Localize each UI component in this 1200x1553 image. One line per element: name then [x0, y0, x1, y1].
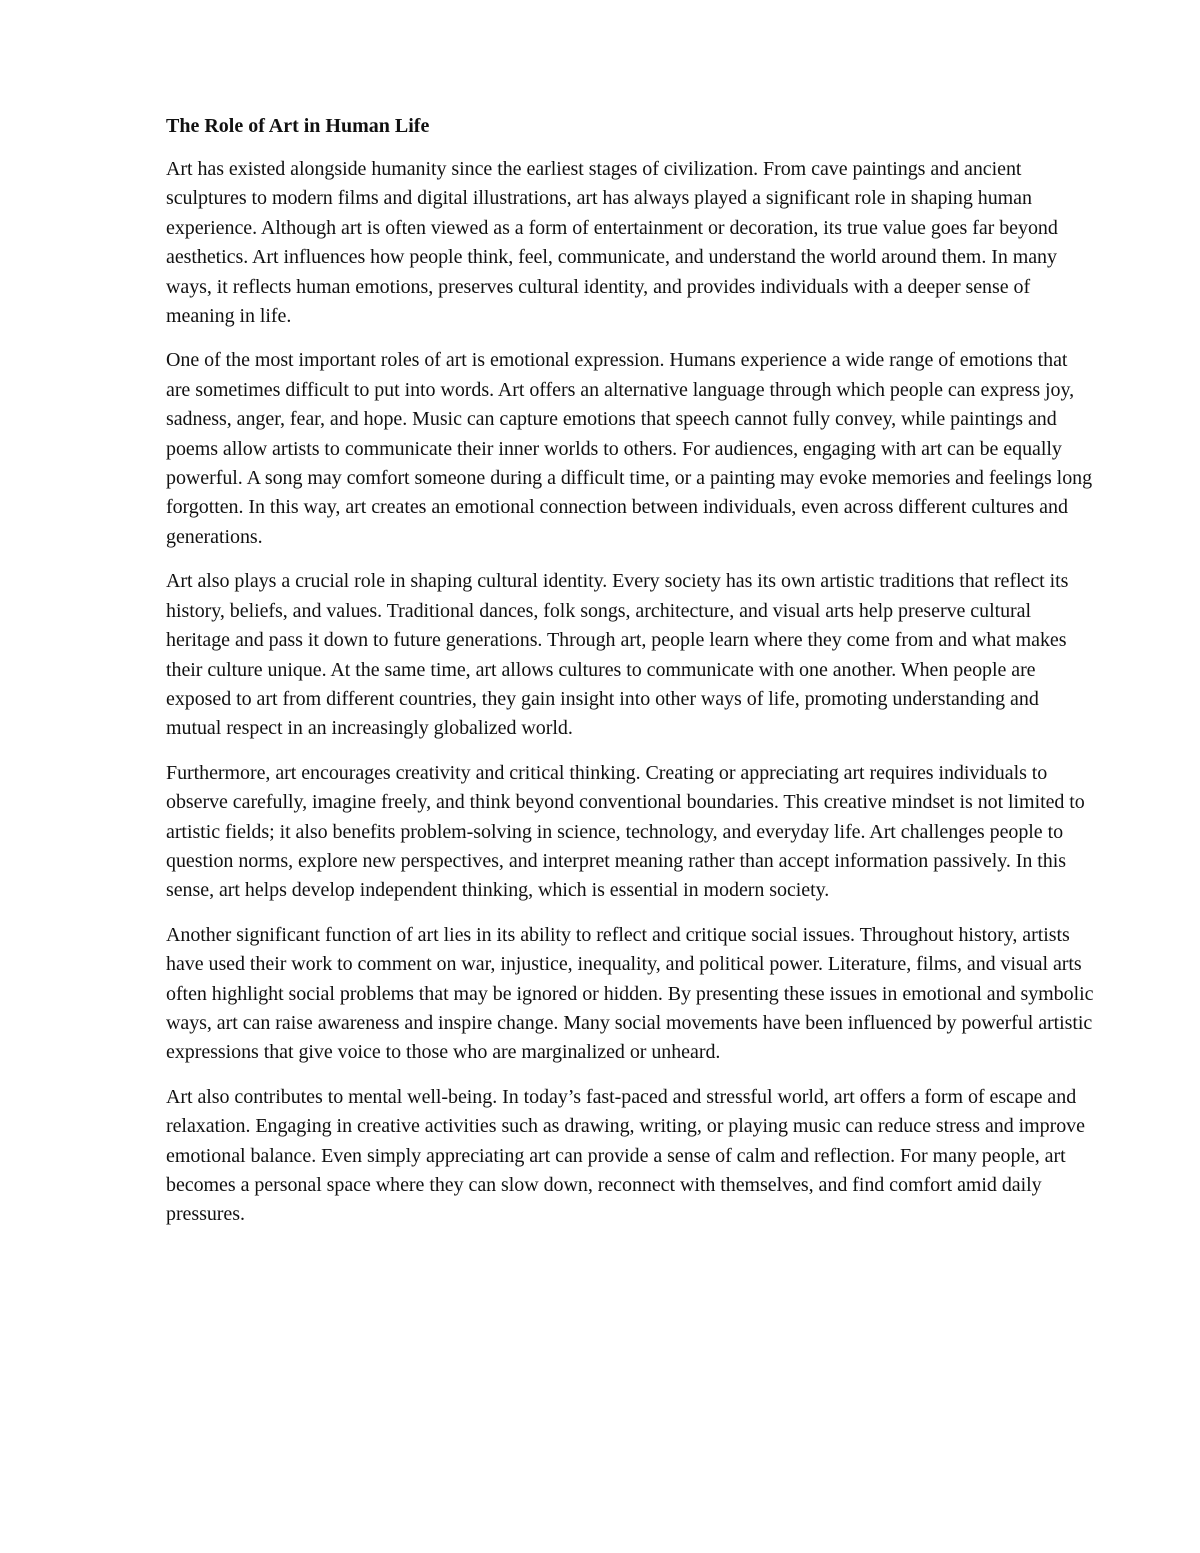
document-body	[166, 112, 1096, 1245]
paragraph-introduction: Art has existed alongside humanity since the earliest stages of civilization. From cave paintings and ancient sculptures to modern films and digital illustrations, art has always played a significant role in shaping human experience. Although art is often viewed as a form of entertainment or decoration, its true value goes far beyond aesthetics. Art influences how people think, feel, communicate, and understand the world around them. In many ways, it reflects human emotions, preserves cultural identity, and provides individuals with a deeper sense of meaning in life.	[166, 158, 1058, 328]
paragraph-mental-well-being: Art also contributes to mental well-being. In today’s fast-paced and stressful world, art offers a form of escape and relaxation. Engaging in creative activities such as drawing, writing, or playing music can reduce stress and improve emotional balance. Even simply appreciating art can provide a sense of calm and reflection. For many people, art becomes a personal space where they can slow down, reconnect with themselves, and find comfort amid daily pressures.	[166, 1085, 1085, 1226]
paragraph-emotional-expression: One of the most important roles of art is emotional expression. Humans experience a wide range of emotions that are sometimes difficult to put into words. Art offers an alternative language through which people can express joy, sadness, anger, fear, and hope. Music can capture emotions that speech cannot fully convey, while paintings and poems allow artists to communicate their inner worlds to others. For audiences, engaging with art can be equally powerful. A song may comfort someone during a difficult time, or a painting may evoke memories and feelings long forgotten. In this way, art creates an emotional connection between individuals, even across different cultures and generations.	[166, 349, 1093, 548]
paragraph-cultural-identity: Art also plays a crucial role in shaping cultural identity. Every society has its own artistic traditions that reflect its history, beliefs, and values. Traditional dances, folk songs, architecture, and visual arts help preserve cultural heritage and pass it down to future generations. Through art, people learn where they come from and what makes their culture unique. At the same time, art allows cultures to communicate with one another. When people are exposed to art from different countries, they gain insight into other ways of life, promoting understanding and mutual respect in an increasingly globalized world.	[166, 570, 1069, 740]
paragraph-creativity: Furthermore, art encourages creativity and critical thinking. Creating or appreciating art requires individuals to observe carefully, imagine freely, and think beyond conventional boundaries. This creative mindset is not limited to artistic fields; it also benefits problem-solving in science, technology, and everyday life. Art challenges people to question norms, explore new perspectives, and interpret meaning rather than accept information passively. In this sense, art helps develop independent thinking, which is essential in modern society.	[166, 761, 1085, 902]
paragraph-social-issues: Another significant function of art lies in its ability to reflect and critique social issues. Throughout history, artists have used their work to comment on war, injustice, inequality, and political power. Literature, films, and visual arts often highlight social problems that may be ignored or hidden. By presenting these issues in emotional and symbolic ways, art can raise awareness and inspire change. Many social movements have been influenced by powerful artistic expressions that give voice to those who are marginalized or unheard.	[166, 923, 1094, 1064]
document-title: The Role of Art in Human Life	[166, 115, 430, 137]
